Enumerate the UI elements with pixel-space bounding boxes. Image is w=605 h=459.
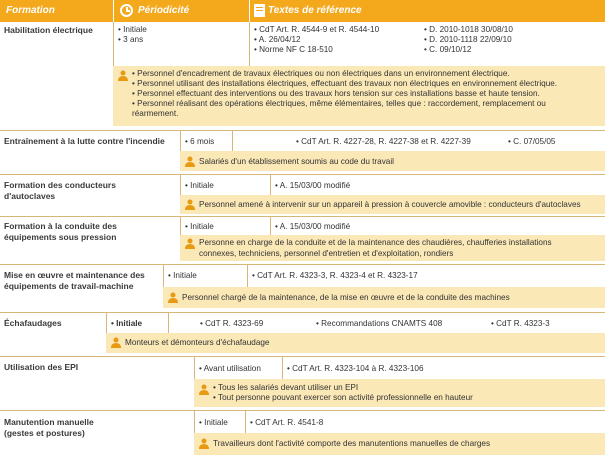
row-divider [0, 216, 605, 217]
ref-line: • Norme NF C 18-510 [254, 45, 333, 54]
ref-line: • Recommandations CNAMTS 408 [316, 319, 443, 328]
ref-line: • C. 09/10/12 [424, 45, 472, 54]
public-line: • Tout personne pouvant exercer son activité professionnelle en hauteur [213, 393, 473, 402]
column-divider [249, 22, 250, 66]
person-icon [185, 156, 195, 167]
public-line: • Personnel réalisant des opérations électriques, même élémentaires, telles que : raccordement, remplacement ou [132, 99, 546, 108]
row-divider [0, 174, 605, 175]
period-line: • Initiale [118, 25, 147, 34]
person-icon [111, 337, 121, 348]
ref-line: • CdT Art. R. 4541-8 [250, 418, 324, 427]
row-title: Utilisation des EPI [4, 362, 79, 372]
header-divider [113, 0, 114, 22]
public-line: Monteurs et démonteurs d'échafaudage [125, 338, 270, 347]
public-line: réarmement. [132, 109, 179, 118]
public-line: Personnel amené à intervenir sur un appareil à pression à couvercle amovible : conducteurs d'autoclaves [199, 200, 581, 209]
column-divider [247, 265, 248, 287]
column-divider [194, 411, 195, 433]
ref-line: • CdT Art. R. 4544-9 et R. 4544-10 [254, 25, 380, 34]
ref-line: • D. 2010-1118 22/09/10 [424, 35, 512, 44]
period-line: • Initiale [185, 222, 214, 231]
period-line: • Avant utilisation [199, 364, 261, 373]
public-line: Salariés d'un établissement soumis au code du travail [199, 157, 394, 166]
ref-line: • CdT Art. R. 4227-28, R. 4227-38 et R. 4227-39 [296, 137, 471, 146]
row-title: Entraînement à la lutte contre l'incendie [4, 136, 165, 146]
ref-line: • CdT R. 4323-3 [491, 319, 550, 328]
public-line: • Personnel utilisant des installations électriques, effectuant des travaux non électriques en environnement électrique. [132, 79, 558, 88]
row-title: équipements de travail-machine [4, 281, 134, 291]
public-line: Travailleurs dont l'activité comporte des manutentions manuelles de charges [213, 439, 491, 448]
column-divider [180, 217, 181, 235]
column-divider [163, 265, 164, 287]
row-title: Formation des conducteurs [4, 180, 116, 190]
person-icon [199, 384, 209, 395]
ref-line: • A. 15/03/00 modifié [275, 181, 351, 190]
header-formation: Formation [6, 5, 55, 16]
column-divider [282, 357, 283, 379]
row-title: d'autoclaves [4, 191, 56, 201]
public-line: Personne en charge de la conduite et de la maintenance des chaudières, chaufferies installations [199, 238, 552, 247]
ref-line: • D. 2010-1018 30/08/10 [424, 25, 513, 34]
row-title: Formation à la conduite des [4, 221, 117, 231]
row-title: (gestes et postures) [4, 428, 85, 438]
column-divider [168, 313, 169, 333]
public-line: • Personnel d'encadrement de travaux électriques ou non électriques dans un environnement électrique. [132, 69, 510, 78]
ref-line: • C. 07/05/05 [508, 137, 556, 146]
row-title: équipements sous pression [4, 232, 117, 242]
period-line: • Initiale [185, 181, 214, 190]
public-line: • Tous les salariés devant utiliser un EPI [213, 383, 359, 392]
ref-line: • A. 26/04/12 [254, 35, 301, 44]
row-title: Échafaudages [4, 318, 62, 328]
period-line: • Initiale [199, 418, 228, 427]
row-title: Mise en œuvre et maintenance des [4, 270, 145, 280]
ref-line: • A. 15/03/00 modifié [275, 222, 351, 231]
row-divider [0, 130, 605, 131]
column-divider [106, 313, 107, 333]
header-textes-reference: Textes de référence [268, 5, 362, 16]
person-icon [199, 438, 209, 449]
ref-line: • CdT R. 4323-69 [200, 319, 264, 328]
person-icon [168, 292, 178, 303]
public-line: • Personnel effectuant des interventions ou des travaux hors tension sur ces installations basse et haute tension. [132, 89, 540, 98]
book-icon [254, 4, 265, 17]
row-title: Manutention manuelle [4, 417, 94, 427]
column-divider [270, 217, 271, 235]
row-divider [0, 410, 605, 411]
row-title: Habilitation électrique [4, 25, 93, 35]
person-icon [118, 70, 128, 81]
clock-icon [120, 4, 133, 17]
public-line: connexes, techniciens, personnel d'entretien et d'exploitation, rondiers [199, 249, 454, 258]
column-divider [180, 175, 181, 195]
column-divider [245, 411, 246, 433]
row-divider [0, 356, 605, 357]
public-line: Personnel chargé de la maintenance, de la mise en œuvre et de la conduite des machines [182, 293, 510, 302]
ref-line: • CdT Art. R. 4323-104 à R. 4323-106 [287, 364, 424, 373]
column-divider [232, 131, 233, 151]
header-divider [249, 0, 250, 22]
column-divider [180, 131, 181, 151]
column-divider [113, 22, 114, 66]
header-periodicite: Périodicité [138, 5, 190, 16]
person-icon [185, 199, 195, 210]
ref-line: • CdT Art. R. 4323-3, R. 4323-4 et R. 4323-17 [252, 271, 418, 280]
table-header [0, 0, 605, 22]
period-line: • 6 mois [185, 137, 215, 146]
period-line: • 3 ans [118, 35, 144, 44]
row-divider [0, 264, 605, 265]
person-icon [185, 238, 195, 249]
row-divider [0, 312, 605, 313]
column-divider [270, 175, 271, 195]
period-line: • Initiale [111, 319, 143, 328]
period-line: • Initiale [168, 271, 197, 280]
column-divider [194, 357, 195, 379]
